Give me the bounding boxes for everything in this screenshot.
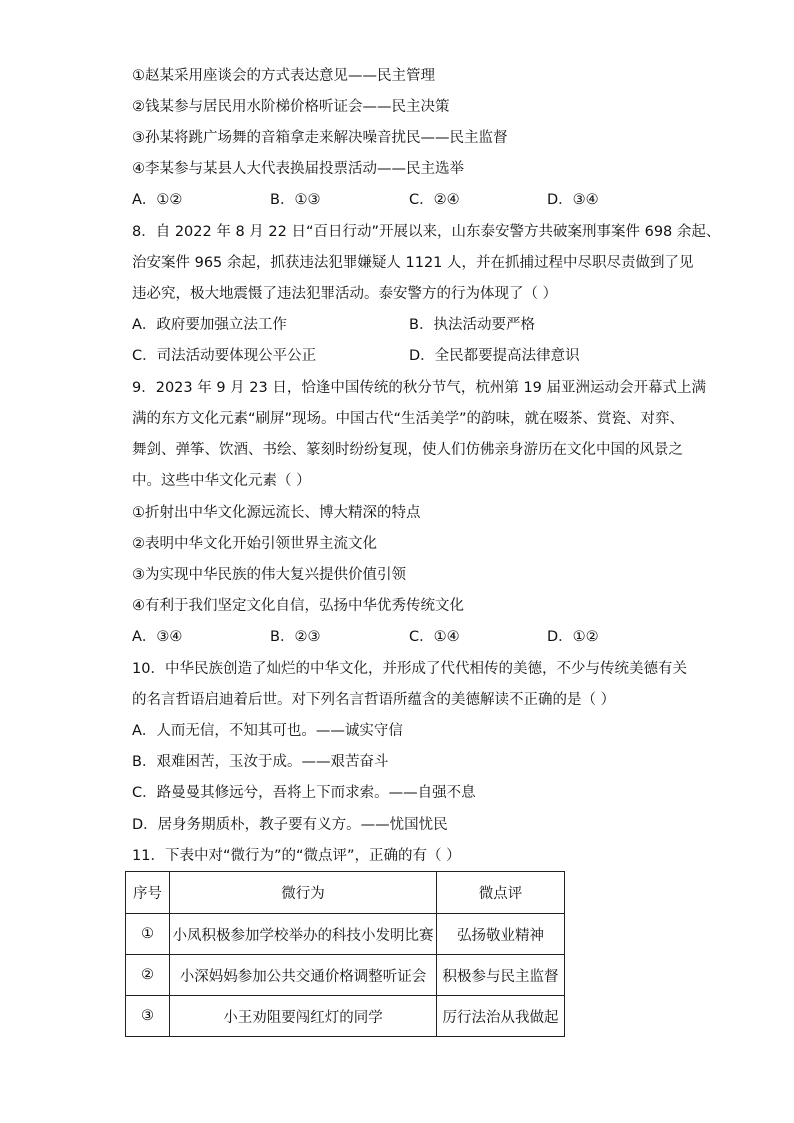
- q8-options-row-1: [132, 315, 672, 335]
- table-cell-index: ①: [126, 914, 170, 955]
- table-cell-index: ③: [126, 996, 170, 1037]
- q8-options-row-2: [132, 346, 672, 366]
- q7-options: [132, 190, 672, 210]
- table-row: [126, 996, 565, 1037]
- q7-item-4: ④李某参与某县人大代表换届投票活动——民主选举: [132, 161, 464, 177]
- q7-option-c[interactable]: C．②④: [409, 192, 460, 208]
- q7-option-b[interactable]: B．①③: [270, 192, 321, 208]
- q10-option-d[interactable]: D．居身务期质朴，教子要有义方。——忧国忧民: [132, 817, 448, 833]
- q8-option-b[interactable]: B．执法活动要严格: [409, 317, 535, 333]
- table-cell-comment: 弘扬敬业精神: [437, 914, 565, 955]
- q9-item-4: ④有利于我们坚定文化自信，弘扬中华优秀传统文化: [132, 598, 464, 614]
- q7-item-3: ③孙某将跳广场舞的音箱拿走来解决噪音扰民——民主监督: [132, 130, 508, 146]
- q10-option-a[interactable]: A．人而无信，不知其可也。——诚实守信: [132, 723, 403, 739]
- q9-option-a[interactable]: A．③④: [132, 629, 183, 645]
- q7-option-d[interactable]: D．③④: [547, 192, 599, 208]
- q9-stem-line-1: 9．2023 年 9 月 23 日，恰逢中国传统的秋分节气，杭州第 19 届亚洲运动会开幕式上满: [132, 380, 707, 396]
- q9-item-2: ②表明中华文化开始引领世界主流文化: [132, 536, 377, 552]
- q9-stem-line-2: 满的东方文化元素“刷屏”现场。中国古代“生活美学”的韵味，就在啜茶、赏瓷、对弈、: [132, 411, 685, 427]
- q11-stem: 11．下表中对“微行为”的“微点评”，正确的有（ ）: [132, 848, 461, 864]
- q9-options: [132, 627, 672, 647]
- q8-option-c[interactable]: C．司法活动要体现公平公正: [132, 348, 317, 364]
- q7-option-a[interactable]: A．①②: [132, 192, 183, 208]
- table-row: [126, 914, 565, 955]
- q10-stem-line-1: 10．中华民族创造了灿烂的中华文化，并形成了代代相传的美德，不少与传统美德有关: [132, 661, 687, 677]
- table-header-comment: 微点评: [437, 872, 565, 914]
- table-row: [126, 955, 565, 996]
- q10-option-b[interactable]: B．艰难困苦，玉汝于成。——艰苦奋斗: [132, 754, 389, 770]
- q8-stem-line-1: 8．自 2022 年 8 月 22 日“百日行动”开展以来，山东泰安警方共破案刑事案件 698 余起、: [132, 224, 721, 240]
- table-cell-comment: 积极参与民主监督: [437, 955, 565, 996]
- q9-option-c[interactable]: C．①④: [409, 629, 460, 645]
- q9-stem-line-3: 舞剑、弹筝、饮酒、书绘、篆刻时纷纷复现，使人们仿佛亲身游历在文化中国的风景之: [132, 442, 683, 458]
- table-cell-comment: 厉行法治从我做起: [437, 996, 565, 1037]
- table-header-row: [126, 872, 565, 914]
- q9-stem-line-4: 中。这些中华文化元素（ ）: [132, 473, 311, 489]
- q8-option-d[interactable]: D．全民都要提高法律意识: [409, 348, 580, 364]
- table-cell-behavior: 小深妈妈参加公共交通价格调整听证会: [170, 955, 437, 996]
- table-header-index: 序号: [126, 872, 170, 914]
- q9-item-1: ①折射出中华文化源远流长、博大精深的特点: [132, 505, 421, 521]
- table-cell-behavior: 小王劝阻要闯红灯的同学: [170, 996, 437, 1037]
- table-header-behavior: 微行为: [170, 872, 437, 914]
- q10-option-c[interactable]: C．路曼曼其修远兮，吾将上下而求索。——自强不息: [132, 785, 476, 801]
- q7-item-1: ①赵某采用座谈会的方式表达意见——民主管理: [132, 68, 435, 84]
- q9-option-b[interactable]: B．②③: [270, 629, 321, 645]
- q10-stem-line-2: 的名言哲语启迪着后世。对下列名言哲语所蕴含的美德解读不正确的是（ ）: [132, 692, 616, 708]
- q8-option-a[interactable]: A．政府要加强立法工作: [132, 317, 287, 333]
- q9-option-d[interactable]: D．①②: [547, 629, 599, 645]
- q11-table: [125, 871, 565, 1037]
- q9-item-3: ③为实现中华民族的伟大复兴提供价值引领: [132, 567, 406, 583]
- q8-stem-line-3: 违必究，极大地震慑了违法犯罪活动。泰安警方的行为体现了（ ）: [132, 286, 558, 302]
- table-cell-index: ②: [126, 955, 170, 996]
- q8-stem-line-2: 治安案件 965 余起，抓获违法犯罪嫌疑人 1121 人，并在抓捕过程中尽职尽责做到了见: [132, 255, 694, 271]
- table-cell-behavior: 小凤积极参加学校举办的科技小发明比赛: [170, 914, 437, 955]
- q7-item-2: ②钱某参与居民用水阶梯价格听证会——民主决策: [132, 99, 450, 115]
